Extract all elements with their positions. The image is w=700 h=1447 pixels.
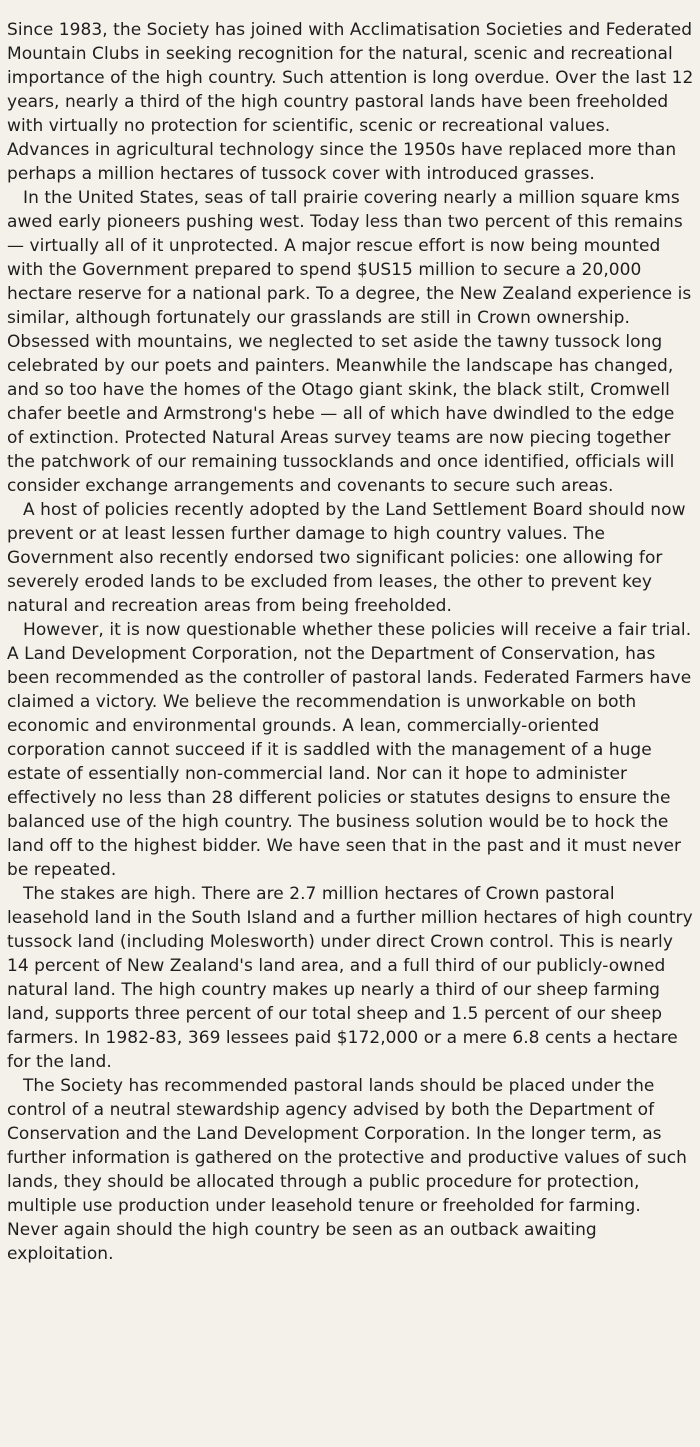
paragraph-6: The Society has recommended pastoral lands should be placed under the control of a neutral stewardship agency advised by both the Department of Conservation and the Land Development Corporation. In the longer term, as further information is gathered on the protective and productive values of such lands, they should be allocated through a public procedure for protection, multiple use production under leasehold tenure or freeholded for farming. Never again should the high country be seen as an outback awaiting exploitation. <box>7 1076 687 1264</box>
paragraph-1: Since 1983, the Society has joined with Acclimatisation Societies and Federated Mountain Clubs in seeking recognition for the natural, scenic and recreational importance of the high country. Such attention is long overdue. Over the last 12 years, nearly a third of the high country pastoral lands have been freeholded with virtually no protection for scientific, scenic or recreational values. Advances in agricultural technology since the 1950s have replaced more than perhaps a million hectares of tussock cover with introduced grasses. <box>7 20 694 184</box>
paragraph-5: The stakes are high. There are 2.7 million hectares of Crown pastoral leasehold land in the South Island and a further million hectares of high country tussock land (including Molesworth) under direct Crown control. This is nearly 14 percent of New Zealand's land area, and a full third of our publicly-owned natural land. The high country makes up nearly a third of our sheep farming land, supports three percent of our total sheep and 1.5 percent of our sheep farmers. In 1982-83, 369 lessees paid $172,000 or a mere 6.8 cents a hectare for the land. <box>7 884 693 1072</box>
paragraph-2: In the United States, seas of tall prairie covering nearly a million square kms awed early pioneers pushing west. Today less than two percent of this remains — virtually all of it unprotected. A major rescue effort is now being mounted with the Government prepared to spend $US15 million to secure a 20,000 hectare reserve for a national park. To a degree, the New Zealand experience is similar, although fortunately our grasslands are still in Crown ownership. Obsessed with mountains, we neglected to set aside the tawny tussock long celebrated by our poets and painters. Meanwhile the landscape has changed, and so too have the homes of the Otago giant skink, the black stilt, Cromwell chafer beetle and Armstrong's hebe — all of which have dwindled to the edge of extinction. Protected Natural Areas survey teams are now piecing together the patchwork of our remaining tussocklands and once identified, officials will consider exchange arrangements and covenants to secure such areas. <box>7 188 692 496</box>
paragraph-4: However, it is now questionable whether these policies will receive a fair trial. A Land Development Corporation, not the Department of Conservation, has been recommended as the controller of pastoral lands. Federated Farmers have claimed a victory. We believe the recommendation is unworkable on both economic and environmental grounds. A lean, commercially-oriented corporation cannot succeed if it is saddled with the management of a huge estate of essentially non-commercial land. Nor can it hope to administer effectively no less than 28 different policies or statutes designs to ensure the balanced use of the high country. The business solution would be to hock the land off to the highest bidder. We have seen that in the past and it must never be repeated. <box>7 620 692 880</box>
paragraph-3: A host of policies recently adopted by the Land Settlement Board should now prevent or at least lessen further damage to high country values. The Government also recently endorsed two significant policies: one allowing for severely eroded lands to be excluded from leases, the other to prevent key natural and recreation areas from being freeholded. <box>7 500 686 616</box>
